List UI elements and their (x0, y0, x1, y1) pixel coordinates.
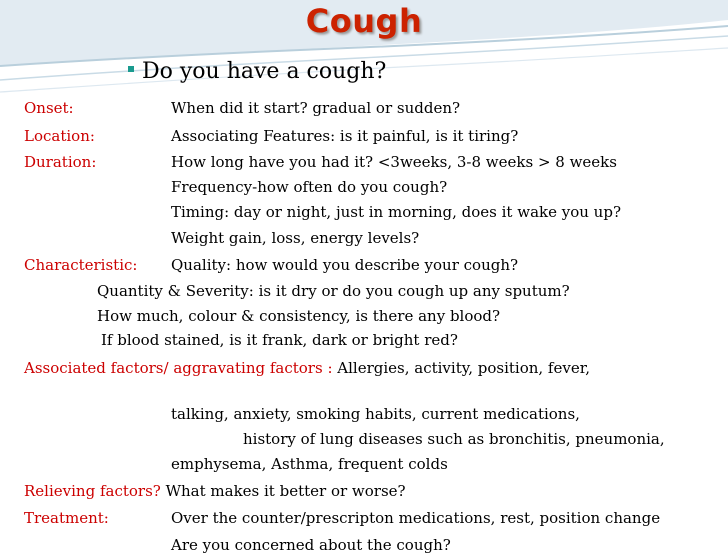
duration-label: Duration: (24, 153, 97, 171)
associated-text: Allergies, activity, position, fever, (337, 359, 591, 377)
relieving-factors-row (24, 482, 406, 500)
relieving-text: What makes it better or worse? (165, 482, 406, 500)
timing-text: Timing: day or night, just in morning, does it wake you up? (171, 203, 621, 221)
associated-label: Associated factors/ aggravating factors : (24, 359, 333, 377)
location-label: Location: (24, 127, 95, 145)
associated-factors-row (24, 359, 590, 377)
colour-text: How much, colour & consistency, is there any blood? (97, 307, 501, 325)
location-text: Associating Features: is it painful, is it tiring? (171, 127, 519, 145)
relieving-label: Relieving factors? (24, 482, 161, 500)
bullet-question (128, 59, 386, 84)
quantity-text: Quantity & Severity: is it dry or do you cough up any sputum? (97, 282, 570, 300)
blood-text: If blood stained, is it frank, dark or bright red? (101, 331, 458, 349)
characteristic-text: Quality: how would you describe your cough? (171, 256, 519, 274)
treatment-text: Over the counter/prescripton medications, rest, position change (171, 509, 661, 527)
history-text: history of lung diseases such as bronchitis, pneumonia, (243, 430, 665, 448)
talking-text: talking, anxiety, smoking habits, current medications, (171, 405, 580, 423)
weight-text: Weight gain, loss, energy levels? (171, 229, 420, 247)
characteristic-label: Characteristic: (24, 256, 138, 274)
frequency-text: Frequency-how often do you cough? (171, 178, 448, 196)
bullet-text: Do you have a cough? (142, 59, 387, 84)
onset-label: Onset: (24, 99, 74, 117)
duration-text: How long have you had it? <3weeks, 3-8 weeks > 8 weeks (171, 153, 617, 171)
concerned-text: Are you concerned about the cough? (171, 536, 451, 554)
onset-text: When did it start? gradual or sudden? (171, 99, 461, 117)
treatment-label: Treatment: (24, 509, 109, 527)
slide-title: Cough (305, 2, 423, 40)
emphysema-text: emphysema, Asthma, frequent colds (171, 455, 448, 473)
bullet-marker-icon (128, 66, 134, 72)
